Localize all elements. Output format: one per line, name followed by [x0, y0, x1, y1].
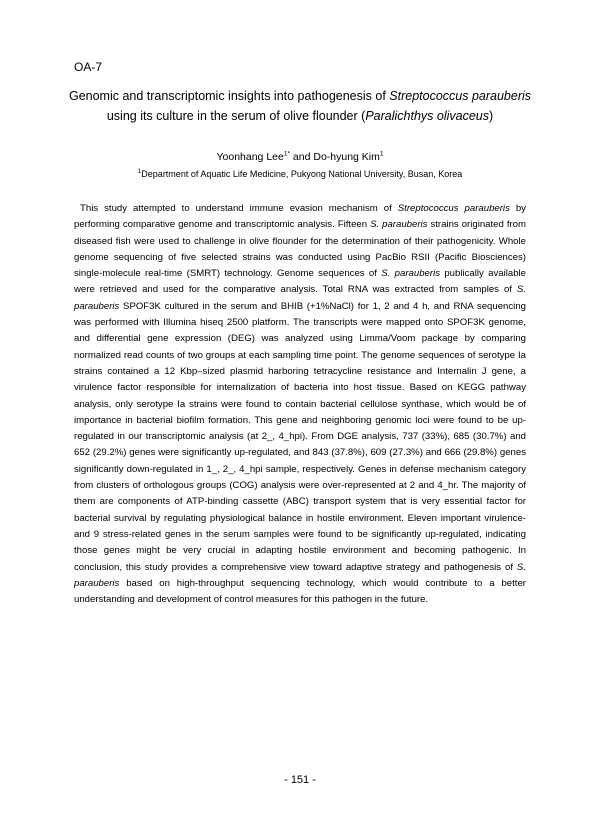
abstract-text: by performing comparative genome and transcriptomic analysis. Fifteen — [74, 203, 526, 231]
author-2: Do-hyung Kim — [313, 151, 380, 163]
species-name: S. parauberis — [74, 284, 526, 312]
author-2-affiliation-mark: 1 — [379, 150, 384, 158]
abstract-text: strains originated from diseased fish were used to challenge in olive flounder for the determination of their pathogenicity. Whole genome sequencing of five selected strains was conducted using PacBio RSII (Pacific Biosciences) single-molecule real-time (SMRT) technology. Genome sequences of — [74, 219, 527, 280]
abstract-text: SPOF3K cultured in the serum and BHIB (+1%NaCl) for 1, 2 and 4 h, and RNA sequencing was performed with Illumina hiseq 2500 platform. The transcripts were mapped onto SPOF3K genome, and differential gene expression (DEG) was analyzed using Limma/Voom package by comparing normalized read counts of two groups at each sampling time point. The genome sequences of serotype Ia strains contained a 12 Kbp–sized plasmid harboring tetracycline resistance and Internalin J gene, a virulence factor responsible for internalization of bacteria into host tissue. Based on KEGG pathway analysis, only serotype Ia strains were found to contain bacterial cellulose synthase, which would be of importance in bacterial biofilm formation. This gene and neighboring genomic loci were found to be up-regulated in our transcriptomic analysis (at 2_, 4_hpi). From DGE analysis, 737 (33%), 685 (30.7%) and 652 (29.2%) genes were significantly up-regulated, and 843 (37.8%), 609 (27.3%) and 666 (29.8%) genes significantly down-regulated in 1_, 2_, 4_hpi sample, respectively. Genes in defense mechanism category from clusters of orthologous groups (COG) analysis were over-represented at 2 and 4_hr. The majority of them are components of ATP-binding cassette (ABC) transport system that is very essential factor for bacterial survival by regulating physiological balance in hostile environment. Eleven important virulence- and 9 stress-related genes in the serum samples were found to be significantly up-regulated, indicating those genes might be very crucial in adapting hostile environment and becoming pathogenic. In conclusion, this study provides a comprehensive view toward adaptive strategy and pathogenesis of — [74, 300, 526, 573]
title-host-species: Paralichthys olivaceus — [365, 109, 489, 123]
abstract-title — [60, 86, 540, 126]
species-name: S. parauberis — [381, 268, 440, 280]
species-name: Streptococcus parauberis — [397, 203, 510, 214]
title-line2-text: using its culture in the serum of olive flounder ( — [106, 109, 366, 123]
author-list — [60, 150, 540, 164]
title-line2-suffix: ) — [488, 109, 494, 123]
abstract-text: publically available were retrieved and used for the comparative analysis. Total RNA was extracted from samples of — [74, 268, 526, 296]
author-joiner: and — [290, 151, 314, 163]
abstract-text: This study attempted to understand immune evasion mechanism of — [80, 203, 398, 214]
page-number: - 151 - — [284, 774, 316, 786]
affiliation-text: Department of Aquatic Life Medicine, Pukyong National University, Busan, Korea — [141, 169, 463, 179]
title-species-name: Streptococcus parauberis — [389, 89, 532, 103]
abstract-code: OA-7 — [74, 60, 103, 74]
abstract-body — [74, 201, 526, 608]
author-1: Yoonhang Lee — [216, 151, 284, 163]
title-line1-text: Genomic and transcriptomic insights into pathogenesis of — [68, 89, 390, 103]
author-1-affiliation-mark: 1* — [283, 150, 290, 158]
affiliation-mark: 1 — [137, 168, 142, 175]
affiliation — [60, 168, 540, 180]
species-name: S. parauberis — [74, 561, 526, 589]
species-name: S. parauberis — [370, 219, 428, 231]
abstract-text: based on high-throughput sequencing technology, which would contribute to a better understanding and development of control measures for this pathogen in the future. — [74, 577, 526, 606]
